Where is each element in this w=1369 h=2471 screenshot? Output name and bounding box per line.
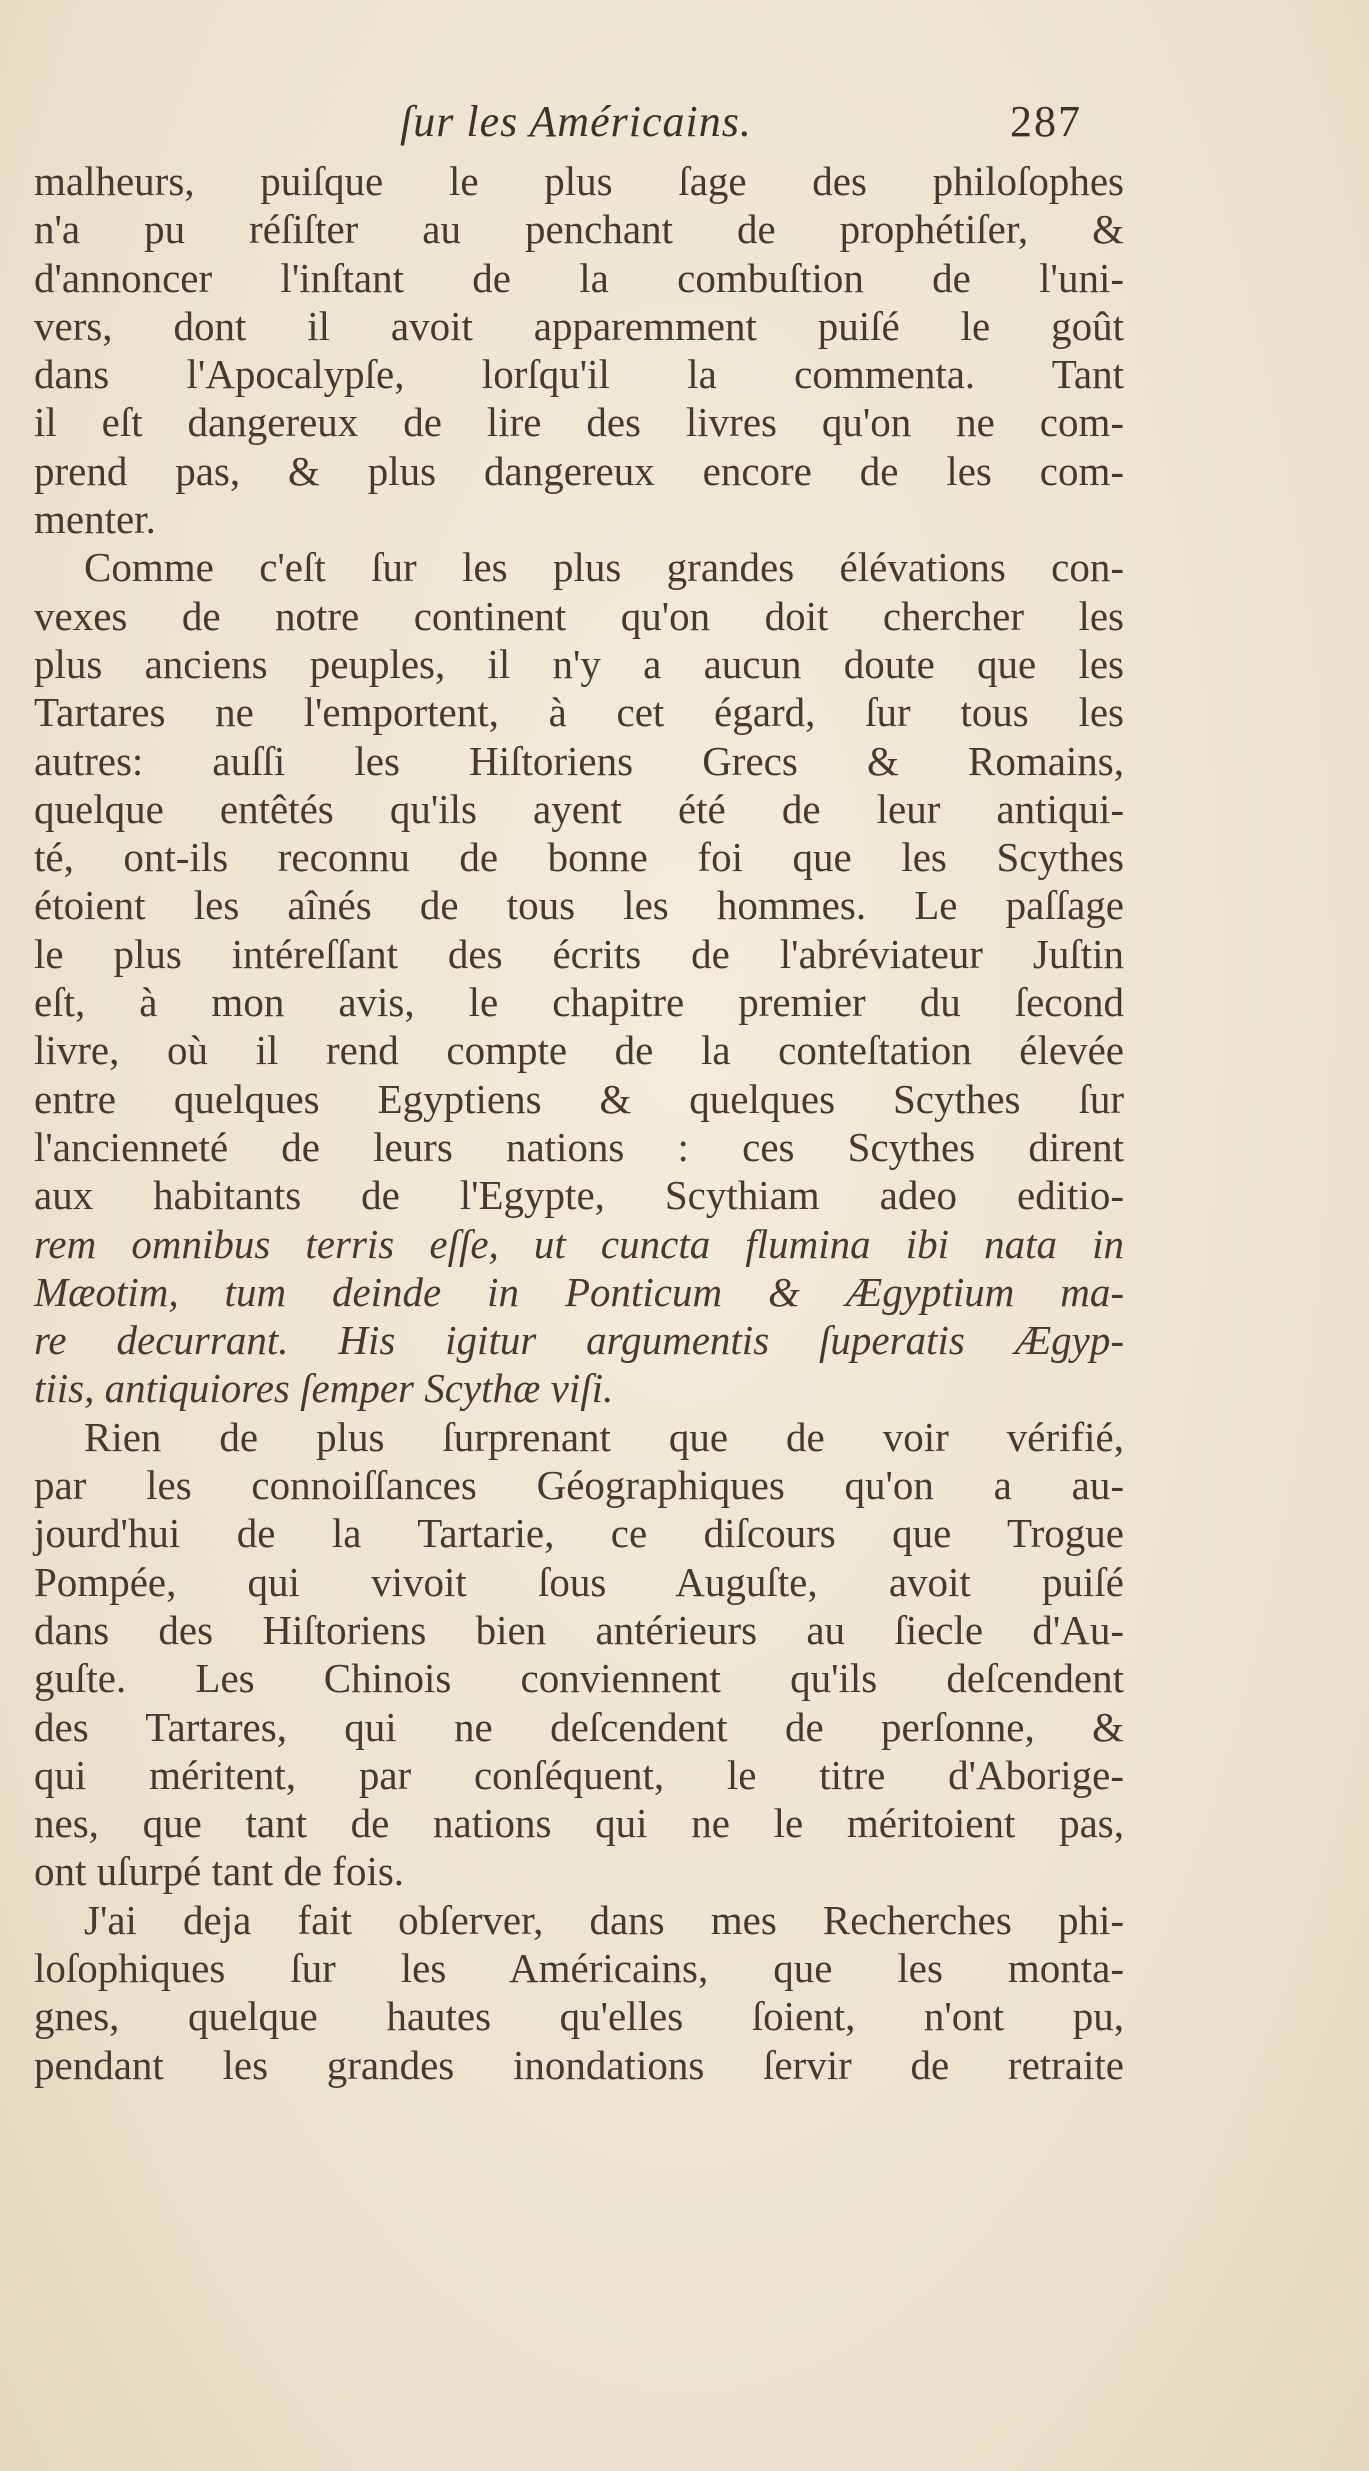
text-line: par les connoiſſances Géographiques qu'on a au-: [34, 1462, 1124, 1509]
text-line: d'annoncer l'inſtant de la combuſtion de l'uni-: [34, 254, 1124, 301]
paragraph: [34, 543, 1124, 1412]
text-line: Rien de plus ſurprenant que de voir vérifié,: [84, 1413, 1124, 1460]
text-line: nes, que tant de nations qui ne le méritoient pas,: [34, 1800, 1124, 1847]
text-line: dans l'Apocalypſe, lorſqu'il la commenta. Tant: [34, 351, 1124, 398]
text-line: rem omnibus terris eſſe, ut cuncta flumina ibi nata in: [34, 1220, 1124, 1267]
paragraph: [34, 157, 1124, 543]
text-line: livre, où il rend compte de la conteſtation élevée: [34, 1027, 1124, 1074]
text-line: tiis, antiquiores ſemper Scythæ viſi.: [34, 1365, 614, 1412]
page-header: [0, 96, 1369, 156]
text-line: Mæotim, tum deinde in Ponticum & Ægyptium ma-: [34, 1268, 1124, 1315]
text-line: des Tartares, qui ne deſcendent de perſonne, &: [34, 1703, 1124, 1750]
body-text: [34, 157, 1124, 2089]
text-line: vers, dont il avoit apparemment puiſé le goût: [34, 302, 1124, 349]
text-line: il eſt dangereux de lire des livres qu'on ne com-: [34, 399, 1124, 446]
text-line: guſte. Les Chinois conviennent qu'ils deſcendent: [34, 1655, 1124, 1702]
text-line: étoient les aînés de tous les hommes. Le paſſage: [34, 882, 1124, 929]
text-line: Pompée, qui vivoit ſous Auguſte, avoit puiſé: [34, 1558, 1124, 1605]
text-line: malheurs, puiſque le plus ſage des philoſophes: [34, 158, 1124, 204]
text-line: plus anciens peuples, il n'y a aucun doute que les: [34, 640, 1124, 687]
text-line: dans des Hiſtoriens bien antérieurs au ſiecle d'Au-: [34, 1606, 1124, 1653]
text-line: entre quelques Egyptiens & quelques Scythes ſur: [34, 1075, 1124, 1122]
text-line: loſophiques ſur les Américains, que les monta-: [34, 1944, 1124, 1991]
text-line: vexes de notre continent qu'on doit chercher les: [34, 592, 1124, 639]
text-line: qui méritent, par conſéquent, le titre d'Aborige-: [34, 1751, 1124, 1798]
text-line: té, ont-ils reconnu de bonne foi que les Scythes: [34, 834, 1124, 881]
text-line: prend pas, & plus dangereux encore de les com-: [34, 447, 1124, 494]
paragraph: [34, 1413, 1124, 1896]
text-line: jourd'hui de la Tartarie, ce diſcours que Trogue: [34, 1510, 1124, 1557]
text-line: l'ancienneté de leurs nations : ces Scythes dirent: [34, 1123, 1124, 1170]
text-line: Tartares ne l'emportent, à cet égard, ſur tous les: [34, 689, 1124, 736]
text-line: ont uſurpé tant de fois.: [34, 1848, 405, 1895]
text-line: gnes, quelque hautes qu'elles ſoient, n'ont pu,: [34, 1993, 1124, 2040]
text-line: pendant les grandes inondations ſervir de retraite: [34, 2041, 1124, 2088]
text-line: quelque entêtés qu'ils ayent été de leur antiqui-: [34, 785, 1124, 832]
paragraph: [34, 1896, 1124, 2089]
text-line: re decurrant. His igitur argumentis ſuperatis Ægyp-: [34, 1317, 1124, 1364]
text-line: J'ai deja fait obſerver, dans mes Recherches phi-: [84, 1896, 1124, 1943]
text-line: autres: auſſi les Hiſtoriens Grecs & Romains,: [34, 737, 1124, 784]
text-line: Comme c'eſt ſur les plus grandes élévations con-: [84, 544, 1124, 591]
text-line: le plus intéreſſant des écrits de l'abréviateur Juſtin: [34, 930, 1124, 977]
text-line: n'a pu réſiſter au penchant de prophétiſer, &: [34, 206, 1124, 253]
text-line: aux habitants de l'Egypte, Scythiam adeo editio-: [34, 1172, 1124, 1219]
text-line: eſt, à mon avis, le chapitre premier du ſecond: [34, 979, 1124, 1026]
running-title: ſur les Américains.: [400, 97, 752, 146]
page-number: 287: [1010, 97, 1082, 146]
text-line: menter.: [34, 496, 156, 543]
